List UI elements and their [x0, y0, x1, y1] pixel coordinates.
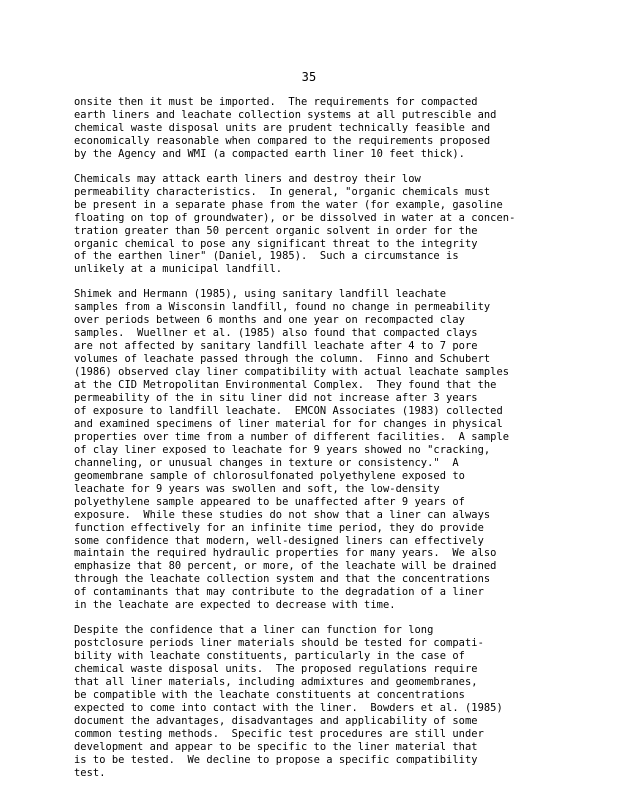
text-line: postclosure periods liner materials should be tested for compati-: [74, 637, 484, 650]
text-line: common testing methods. Specific test procedures are still under: [74, 727, 484, 740]
text-line: channeling, or unusual changes in texture or consistency." A: [74, 456, 459, 469]
text-line: chemical waste disposal units. The proposed regulations require: [74, 663, 478, 676]
text-line: by the Agency and WMI (a compacted earth liner 10 feet thick).: [74, 147, 465, 160]
text-line: maintain the required hydraulic properties for many years. We also: [74, 547, 497, 560]
text-line: leachate for 9 years was swollen and soft, the low-density: [74, 482, 440, 495]
text-line: be compatible with the leachate constituents at concentrations: [74, 688, 465, 701]
text-line: samples from a Wisconsin landfill, found no change in permeability: [74, 301, 491, 314]
text-line: and examined specimens of liner material for for changes in physical: [74, 417, 503, 430]
text-line: (1986) observed clay liner compatibility with actual leachate samples: [74, 366, 510, 379]
text-line: onsite then it must be imported. The requirements for compacted: [74, 96, 478, 108]
text-line: at the CID Metropolitan Environmental Complex. They found that the: [74, 379, 497, 392]
text-line: permeability of the in situ liner did not increase after 3 years: [74, 392, 478, 405]
text-line: in the leachate are expected to decrease with time.: [74, 599, 396, 612]
body-text: [74, 96, 564, 792]
text-line: earth liners and leachate collection systems at all putrescible and: [74, 108, 497, 121]
text-line: are not affected by sanitary landfill leachate after 4 to 7 pore: [74, 340, 478, 353]
text-line: Shimek and Hermann (1985), using sanitary landfill leachate: [74, 288, 447, 301]
text-line: of exposure to landfill leachate. EMCON Associates (1983) collected: [74, 404, 503, 417]
text-line: economically reasonable when compared to the requirements proposed: [74, 134, 491, 147]
text-line: function effectively for an infinite time period, they do provide: [74, 521, 484, 534]
text-line: emphasize that 80 percent, or more, of the leachate will be drained: [74, 560, 497, 573]
paragraph-3: [74, 288, 564, 612]
text-line: test.: [74, 766, 106, 779]
text-line: unlikely at a municipal landfill.: [74, 263, 283, 276]
text-line: of clay liner exposed to leachate for 9 years showed no "cracking,: [74, 443, 491, 456]
text-line: geomembrane sample of chlorosulfonated polyethylene exposed to: [74, 469, 465, 482]
text-line: of contaminants that may contribute to the degradation of a liner: [74, 586, 484, 599]
paragraph-1: [74, 96, 564, 161]
text-line: tration greater than 50 percent organic solvent in order for the: [74, 224, 478, 237]
text-line: chemical waste disposal units are prudent technically feasible and: [74, 121, 491, 134]
text-line: floating on top of groundwater), or be dissolved in water at a concen-: [74, 211, 516, 224]
text-line: of the earthen liner" (Daniel, 1985). Such a circumstance is: [74, 250, 459, 263]
text-line: over periods between 6 months and one year on recompacted clay: [74, 314, 465, 327]
text-line: permeability characteristics. In general, "organic chemicals must: [74, 185, 491, 198]
text-line: volumes of leachate passed through the column. Finno and Schubert: [74, 353, 491, 366]
text-line: through the leachate collection system and that the concentrations: [74, 573, 491, 586]
text-line: Despite the confidence that a liner can function for long: [74, 624, 434, 637]
text-line: expected to come into contact with the liner. Bowders et al. (1985): [74, 701, 503, 714]
paragraph-2: [74, 173, 564, 277]
text-line: is to be tested. We decline to propose a specific compatibility: [74, 753, 478, 766]
text-line: organic chemical to pose any significant threat to the integrity: [74, 237, 478, 250]
text-line: document the advantages, disadvantages and applicability of some: [74, 714, 478, 727]
text-line: be present in a separate phase from the water (for example, gasoline: [74, 198, 503, 211]
page-number: 35: [301, 70, 317, 84]
text-line: Chemicals may attack earth liners and destroy their low: [74, 172, 421, 185]
text-line: samples. Wuellner et al. (1985) also found that compacted clays: [74, 327, 478, 340]
paragraph-4: [74, 624, 564, 779]
text-line: some confidence that modern, well-designed liners can effectively: [74, 534, 484, 547]
text-line: exposure. While these studies do not show that a liner can always: [74, 508, 491, 521]
text-line: polyethylene sample appeared to be unaffected after 9 years of: [74, 495, 465, 508]
text-line: development and appear to be specific to the liner material that: [74, 740, 478, 753]
text-line: that all liner materials, including admixtures and geomembranes,: [74, 676, 478, 689]
text-line: bility with leachate constituents, particularly in the case of: [74, 650, 465, 663]
text-line: properties over time from a number of different facilities. A sample: [74, 430, 510, 443]
